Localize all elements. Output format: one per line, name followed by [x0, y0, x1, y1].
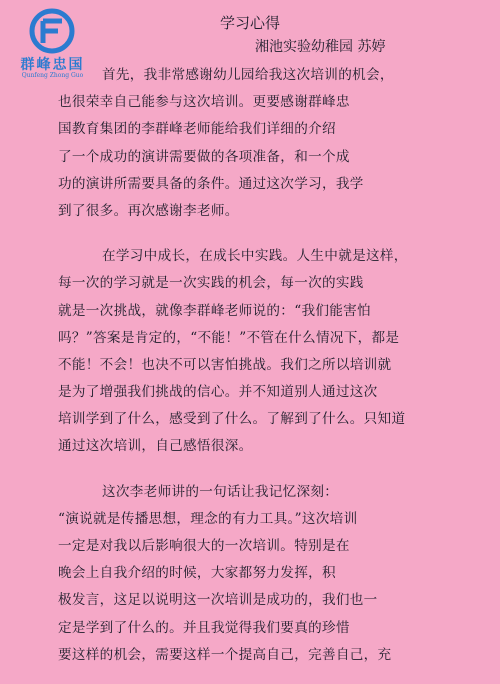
text-line: 一定是对我以后影响很大的一次培训。特别是在	[58, 538, 350, 554]
text-line: 每一次的学习就是一次实践的机会，每一次的实践	[58, 275, 364, 292]
text-line: 通过这次培训，自己感悟很深。	[58, 438, 253, 455]
page-title: 学习心得	[219, 14, 280, 32]
text-line: 要这样的机会，需要这样一个提高自己，完善自己，充	[58, 646, 392, 663]
author-line: 湘池实验幼稚园 苏婷	[255, 39, 386, 55]
text-line: 就是一次挑战，就像李群峰老师说的：“我们能害怕	[58, 302, 371, 319]
text-line: 在学习中成长，在成长中实践。人生中就是这样，	[102, 248, 408, 265]
text-line: 极发言，这足以说明这一次培训是成功的，我们也一	[58, 592, 378, 609]
text-line: 到了很多。再次感谢李老师。	[58, 202, 239, 219]
text-line: 晚会上自我介绍的时候，大家都努力发挥，积	[58, 565, 336, 582]
text-line: 培训学到了什么，感受到了什么。了解到了什么。只知道	[58, 411, 406, 428]
text-line: 吗？”答案是肯定的，“不能！”不管在什么情况下，都是	[58, 329, 400, 346]
logo-name-cn: 群峰忠国	[20, 57, 85, 73]
text-line: 是为了增强我们挑战的信心。并不知道别人通过这次	[58, 384, 378, 401]
text-line: 也很荣幸自己能参与这次培训。更要感谢群峰忠	[58, 94, 350, 111]
logo-name-en: Qunfeng Zhong Guo	[21, 72, 84, 79]
text-line: 首先，我非常感谢幼儿园给我这次培训的机会，	[102, 67, 394, 83]
text-line: 功的演讲所需要具备的条件。通过这次学习，我学	[58, 175, 364, 192]
text-line: 这次李老师讲的一句话让我记忆深刻：	[102, 483, 339, 500]
handwritten-body	[58, 62, 458, 669]
text-line: “演说就是传播思想，理念的有力工具。”这次培训	[58, 510, 358, 527]
text-line: 了一个成功的演讲需要做的各项准备，和一个成	[58, 148, 350, 165]
text-line: 不能！不会！也决不可以害怕挑战。我们之所以培训就	[58, 356, 392, 373]
text-line: 定是学到了什么的。并且我觉得我们要真的珍惜	[58, 619, 350, 636]
text-line: 国教育集团的李群峰老师能给我们详细的介绍	[58, 121, 336, 138]
